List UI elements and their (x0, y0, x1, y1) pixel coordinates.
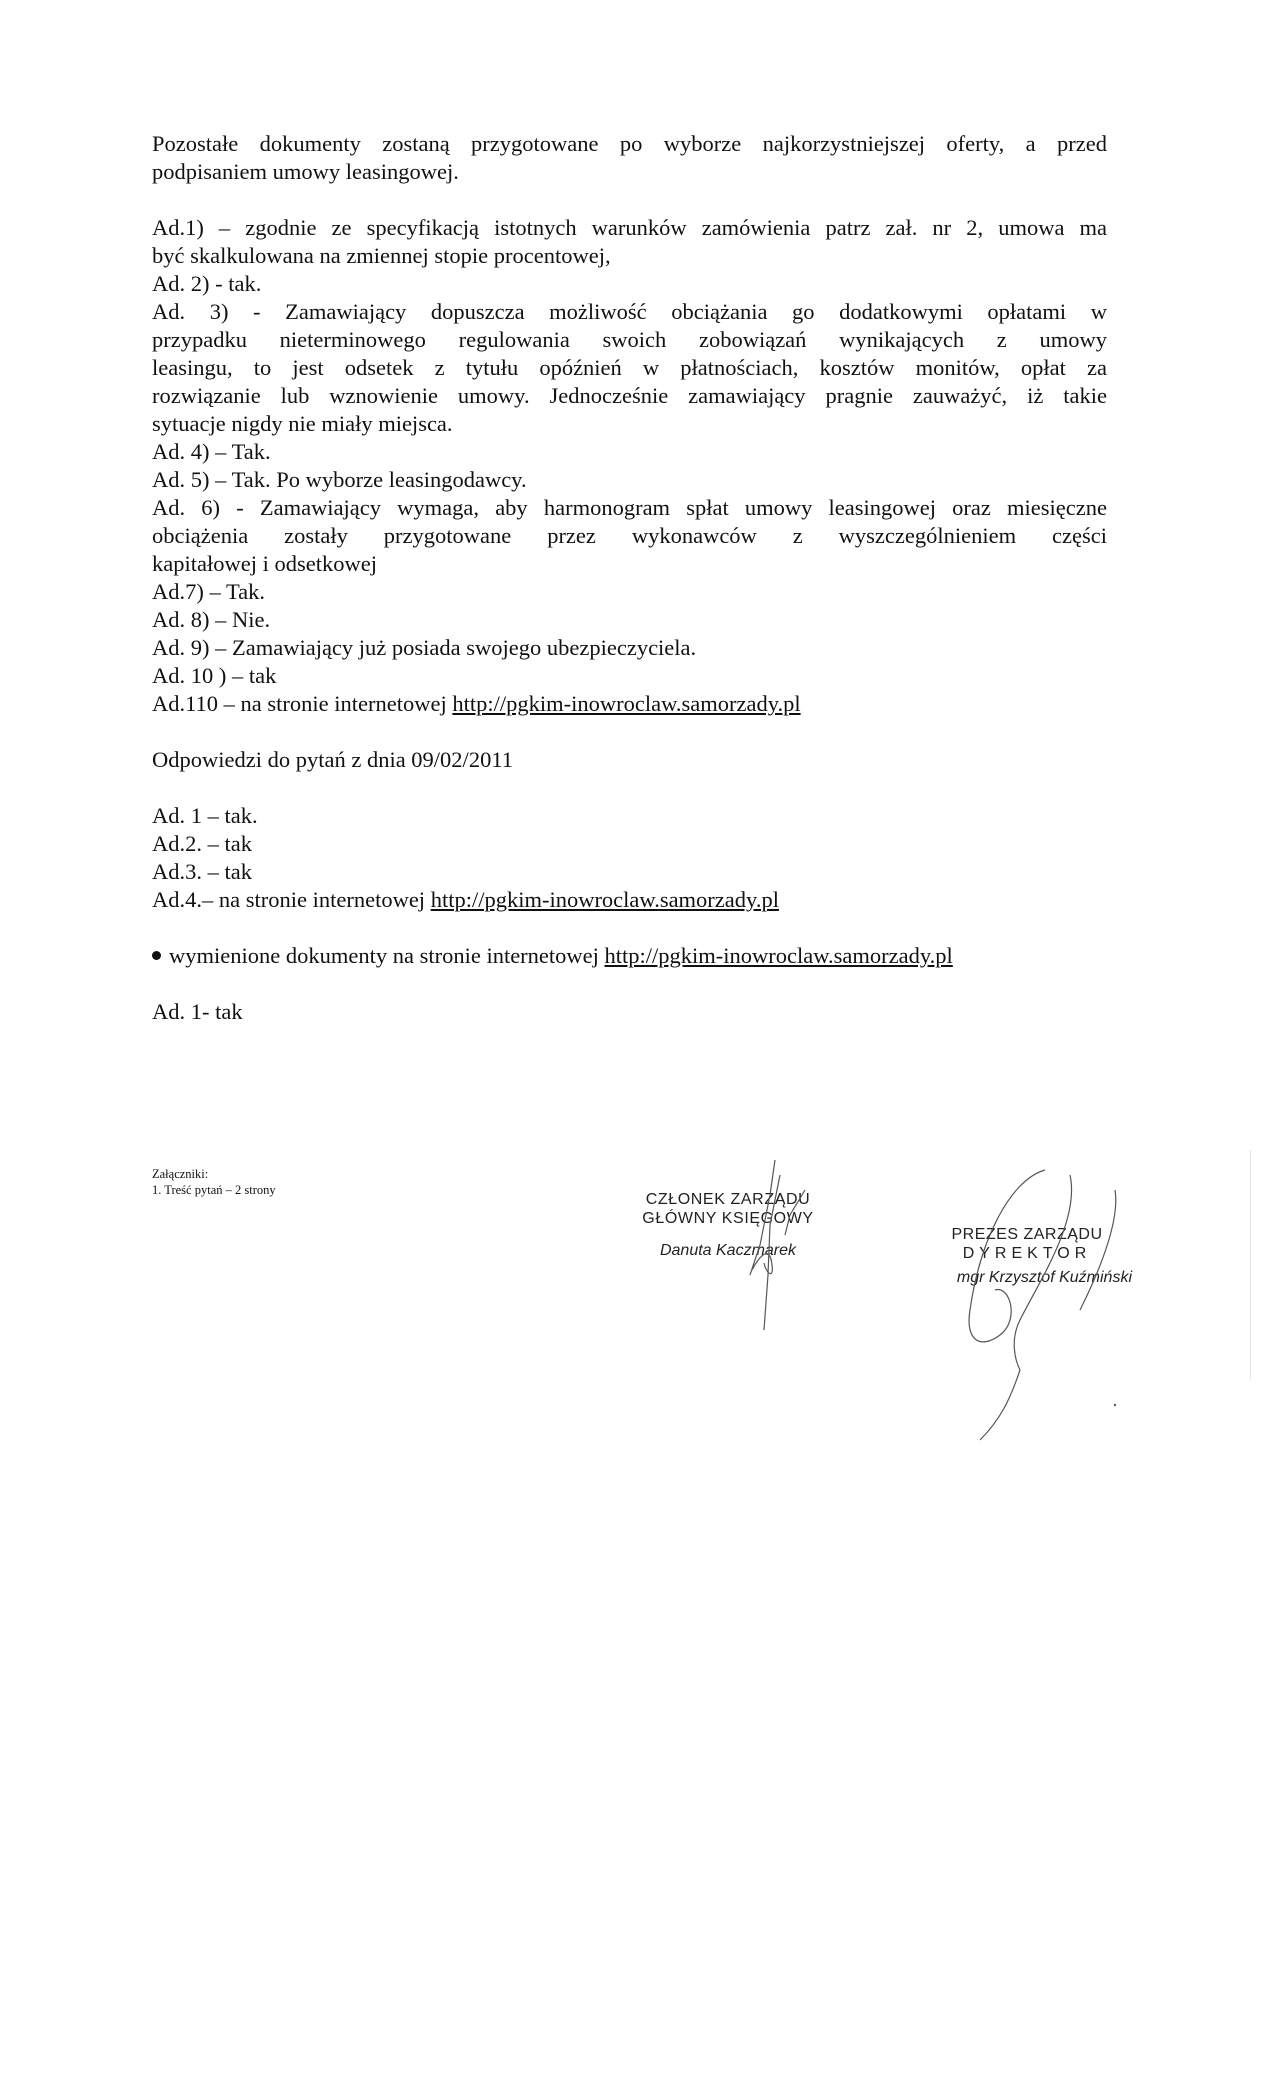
answer-text: Ad.110 – na stronie internetowej (152, 691, 453, 716)
answer-line: Ad. 9) – Zamawiający już posiada swojego ubezpieczyciela. (152, 635, 697, 660)
bullet-icon (152, 951, 161, 960)
scan-artifact-line (1250, 1150, 1251, 1380)
answer-line: przypadku nieterminowego regulowania swoich zobowiązań wynikających z umowy (152, 327, 1107, 352)
answer-line: Ad.2. – tak (152, 831, 252, 856)
answer-line-with-link (152, 886, 1107, 914)
attachments (152, 1166, 276, 1198)
intro-line: Pozostałe dokumenty zostaną przygotowane po wyborze najkorzystniejszej oferty, a przed (152, 131, 1107, 156)
document-body (152, 130, 1107, 1026)
answer-line: Ad.3. – tak (152, 859, 252, 884)
signature-stamp-chief-accountant (618, 1190, 838, 1260)
attachment-item: 1. Treść pytań – 2 strony (152, 1183, 276, 1197)
stamp-name: Danuta Kaczmarek (659, 1242, 797, 1259)
stamp-title: GŁÓWNY KSIĘGOWY (642, 1210, 814, 1227)
answer-line: obciążenia zostały przygotowane przez wykonawców z wyszczególnieniem części (152, 523, 1107, 548)
answer-line: Ad. 1- tak (152, 999, 243, 1024)
answer-line: Ad. 2) - tak. (152, 271, 262, 296)
answer-line: Ad. 8) – Nie. (152, 607, 271, 632)
answer-line: Ad.7) – Tak. (152, 579, 265, 604)
answer-line: Ad. 4) – Tak. (152, 439, 271, 464)
answer-line: Ad. 10 ) – tak (152, 663, 277, 688)
website-link[interactable]: http://pgkim-inowroclaw.samorzady.pl (452, 691, 801, 716)
answer-line: Ad. 6) - Zamawiający wymaga, aby harmonogram spłat umowy leasingowej oraz miesięczne (152, 495, 1107, 520)
section-heading: Odpowiedzi do pytań z dnia 09/02/2011 (152, 747, 513, 772)
handwritten-signature-2 (920, 1160, 1140, 1450)
answer-line: Ad. 3) - Zamawiający dopuszcza możliwość obciążania go dodatkowymi opłatami w (152, 299, 1107, 324)
answer-line: rozwiązanie lub wznowienie umowy. Jednocześnie zamawiający pragnie zauważyć, iż takie (152, 383, 1107, 408)
answer-line-with-link (152, 690, 1107, 718)
signature-stamp-president (912, 1225, 1142, 1287)
answer-text: Ad.4.– na stronie internetowej (152, 887, 431, 912)
bullet-item (152, 942, 1107, 970)
website-link[interactable]: http://pgkim-inowroclaw.samorzady.pl (604, 943, 953, 968)
answer-line: Ad. 1 – tak. (152, 803, 258, 828)
stamp-name: mgr Krzysztof Kuźmiński (956, 1269, 1132, 1286)
answer-line: być skalkulowana na zmiennej stopie procentowej, (152, 243, 611, 268)
stamp-title: DYREKTOR (962, 1245, 1092, 1262)
stamp-title: PREZES ZARZĄDU (951, 1226, 1103, 1243)
answer-line: Ad.1) – zgodnie ze specyfikacją istotnych warunków zamówienia patrz zał. nr 2, umowa ma (152, 215, 1107, 240)
answer-line: leasingu, to jest odsetek z tytułu opóźnień w płatnościach, kosztów monitów, opłat za (152, 355, 1107, 380)
bullet-text: wymienione dokumenty na stronie internetowej (169, 943, 605, 968)
answer-line: Ad. 5) – Tak. Po wyborze leasingodawcy. (152, 467, 527, 492)
attachments-label: Załączniki: (152, 1167, 209, 1181)
website-link[interactable]: http://pgkim-inowroclaw.samorzady.pl (430, 887, 779, 912)
intro-line: podpisaniem umowy leasingowej. (152, 159, 459, 184)
stamp-title: CZŁONEK ZARZĄDU (645, 1191, 811, 1208)
answer-line: sytuacje nigdy nie miały miejsca. (152, 411, 453, 436)
answer-line: kapitałowej i odsetkowej (152, 551, 377, 576)
